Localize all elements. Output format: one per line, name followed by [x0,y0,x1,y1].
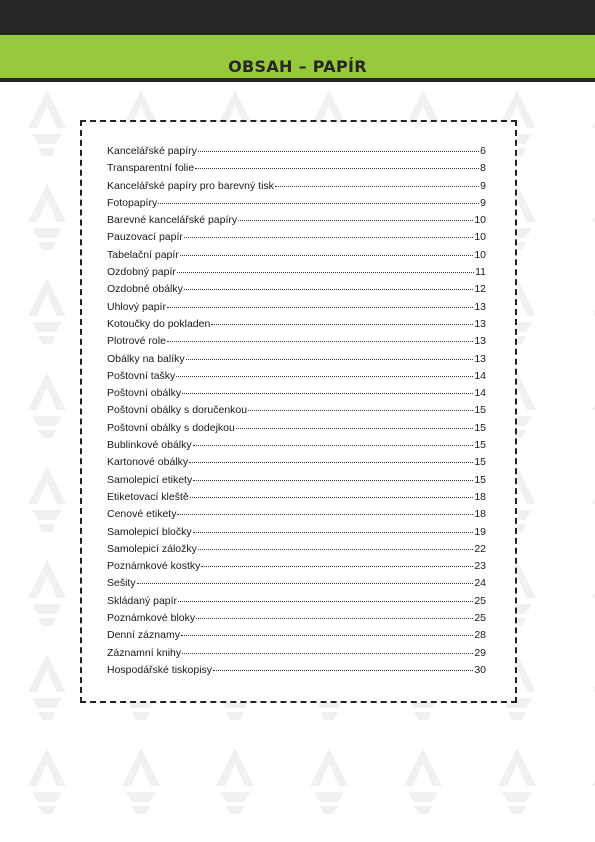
dot-leader [177,272,474,273]
toc-entry-label: Etiketovací kleště [107,490,189,503]
toc-entry-page-number: 28 [474,629,486,642]
toc-entry-label: Fotopapíry [107,196,158,209]
toc-entry[interactable] [107,180,486,197]
toc-entry-page-number: 13 [474,352,486,365]
toc-entry-page-number: 23 [474,560,486,573]
title-underline [0,78,595,82]
dot-leader [186,359,474,360]
dot-leader [211,324,473,325]
dot-leader [158,203,479,204]
toc-entry-label: Záznamní knihy [107,646,182,659]
dot-leader [189,462,473,463]
toc-entry[interactable] [107,543,486,560]
dot-leader [167,341,473,342]
dot-leader [177,514,473,515]
toc-entry[interactable] [107,266,486,283]
toc-entry-page-number: 14 [474,387,486,400]
toc-entry-page-number: 30 [474,663,486,676]
toc-entry-page-number: 29 [474,646,486,659]
dot-leader [275,186,479,187]
toc-entry-label: Poštovní obálky s dodejkou [107,421,235,434]
dot-leader [180,255,474,256]
toc-entry-page-number: 15 [474,456,486,469]
dot-leader [137,583,474,584]
page-title: OBSAH – PAPÍR [228,57,367,76]
toc-entry[interactable] [107,612,486,629]
toc-entry-page-number: 25 [474,594,486,607]
toc-entry-page-number: 15 [474,439,486,452]
toc-entry-page-number: 14 [474,369,486,382]
toc-entry-label: Tabelační papír [107,248,179,261]
toc-entry-page-number: 13 [474,300,486,313]
toc-entry[interactable] [107,629,486,646]
toc-entry-label: Transparentní folie [107,162,195,175]
toc-entry-label: Denní záznamy [107,629,180,642]
toc-entry-label: Kartonové obálky [107,456,189,469]
toc-entry[interactable] [107,301,486,318]
dot-leader [184,237,473,238]
toc-entry-label: Ozdobný papír [107,266,176,279]
toc-entry-page-number: 6 [480,145,486,157]
toc-entry-label: Uhlový papír [107,300,166,313]
toc-entry-label: Obálky na balíky [107,352,185,365]
toc-entry-page-number: 10 [474,214,486,227]
toc-entry-page-number: 8 [480,162,486,175]
dot-leader [198,151,479,152]
dot-leader [193,480,473,481]
table-of-contents [107,145,486,681]
toc-entry-page-number: 19 [474,525,486,538]
toc-entry[interactable] [107,249,486,266]
toc-entry-page-number: 15 [474,421,486,434]
toc-entry-label: Hospodářské tiskopisy [107,663,213,676]
dot-leader [193,445,474,446]
toc-entry-label: Samolepicí etikety [107,473,193,486]
toc-entry-page-number: 13 [474,317,486,330]
toc-entry[interactable] [107,197,486,214]
toc-entry-label: Kancelářské papíry pro barevný tisk [107,179,274,192]
dot-leader [178,601,473,602]
toc-entry[interactable] [107,353,486,370]
dot-leader [238,220,473,221]
toc-entry-label: Skládaný papír [107,594,178,607]
toc-entry[interactable] [107,474,486,491]
dot-leader [213,670,473,671]
toc-entry-label: Poznámkové bloky [107,612,196,625]
toc-entry-page-number: 11 [475,266,486,279]
toc-entry[interactable] [107,283,486,300]
dot-leader [198,549,473,550]
toc-entry-label: Cenové etikety [107,508,177,521]
toc-entry-label: Samolepicí bločky [107,525,192,538]
dot-leader [193,532,474,533]
dot-leader [182,393,473,394]
toc-entry-label: Poštovní obálky [107,387,182,400]
toc-entry-page-number: 24 [474,577,486,590]
toc-entry[interactable] [107,370,486,387]
dot-leader [190,497,474,498]
dot-leader [184,289,473,290]
toc-entry-label: Kancelářské papíry [107,145,197,157]
toc-entry[interactable] [107,647,486,664]
toc-entry[interactable] [107,231,486,248]
toc-entry[interactable] [107,577,486,594]
toc-entry-label: Sešity [107,577,136,590]
toc-entry-label: Pauzovací papír [107,231,183,244]
toc-entry-label: Poznámkové kostky [107,560,201,573]
toc-entry[interactable] [107,387,486,404]
dot-leader [182,653,473,654]
toc-entry-page-number: 18 [474,490,486,503]
toc-entry-page-number: 9 [480,196,486,209]
toc-entry[interactable] [107,404,486,421]
toc-entry-page-number: 10 [474,248,486,261]
dot-leader [236,428,473,429]
toc-entry[interactable] [107,162,486,179]
dot-leader [196,618,473,619]
toc-entry[interactable] [107,491,486,508]
toc-entry[interactable] [107,422,486,439]
dot-leader [195,168,479,169]
dot-leader [167,307,473,308]
toc-entry-label: Poštovní obálky s doručenkou [107,404,248,417]
toc-entry-label: Bublinkové obálky [107,439,192,452]
toc-entry[interactable] [107,595,486,612]
toc-entry-label: Ozdobné obálky [107,283,183,296]
toc-entry-page-number: 15 [474,473,486,486]
dot-leader [201,566,473,567]
toc-entry[interactable] [107,439,486,456]
toc-entry-page-number: 12 [474,283,486,296]
toc-entry[interactable] [107,214,486,231]
toc-entry[interactable] [107,318,486,335]
toc-entry-page-number: 15 [474,404,486,417]
top-bar [0,0,595,35]
toc-entry-page-number: 25 [474,612,486,625]
dot-leader [248,410,473,411]
toc-entry-label: Poštovní tašky [107,369,176,382]
toc-entry[interactable] [107,145,486,162]
toc-entry-label: Plotrové role [107,335,166,348]
toc-entry[interactable] [107,664,486,681]
toc-entry[interactable] [107,508,486,525]
toc-entry[interactable] [107,526,486,543]
toc-entry-page-number: 9 [480,179,486,192]
toc-entry-page-number: 18 [474,508,486,521]
toc-entry[interactable] [107,335,486,352]
toc-entry-label: Barevné kancelářské papíry [107,214,238,227]
toc-entry[interactable] [107,456,486,473]
toc-entry-label: Kotoučky do pokladen [107,317,211,330]
dot-leader [181,635,473,636]
toc-entry-page-number: 13 [474,335,486,348]
toc-entry-page-number: 22 [474,542,486,555]
dot-leader [176,376,473,377]
toc-entry-label: Samolepicí záložky [107,542,197,555]
toc-entry[interactable] [107,560,486,577]
toc-entry-page-number: 10 [474,231,486,244]
